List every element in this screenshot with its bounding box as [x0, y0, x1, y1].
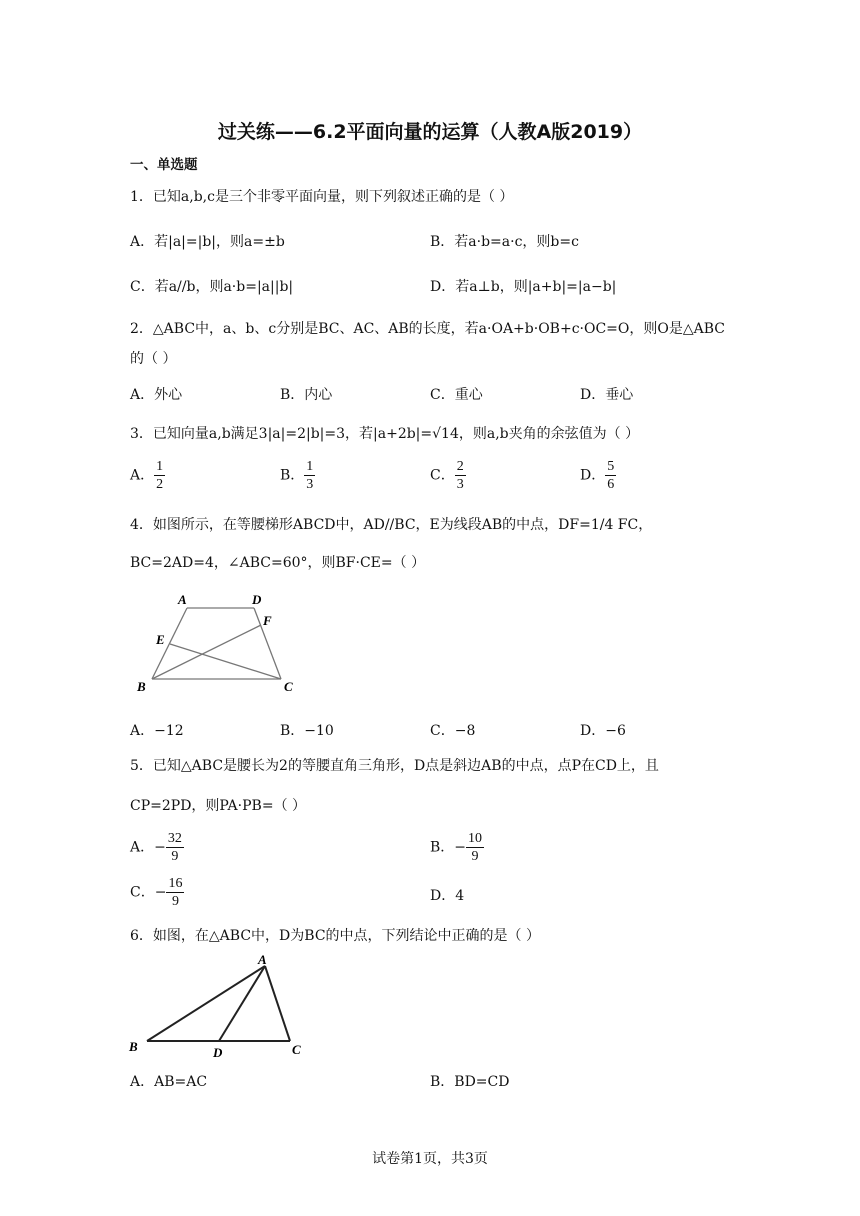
- q1-option-b: B．若a·b=a·c，则b=c: [430, 234, 579, 250]
- label-f: F: [263, 613, 272, 628]
- page-footer: 试卷第1页，共3页: [372, 1151, 488, 1167]
- q4-option-d: D．−6: [580, 723, 626, 739]
- fraction: $\frac{5}{6}$: [607, 459, 615, 492]
- question-4-stem-cont: [130, 552, 425, 572]
- q3-option-d: D． $\frac{5}{6}$: [580, 459, 615, 492]
- trapezoid-figure: [130, 590, 310, 700]
- q3-option-c: C． $\frac{2}{3}$: [430, 459, 464, 492]
- triangle-figure: [125, 950, 315, 1060]
- q1-option-c: C．若a//b，则a·b=|a||b|: [130, 279, 294, 295]
- q4-option-b: B．−10: [280, 723, 334, 739]
- q4-option-a: A．−12: [130, 723, 184, 739]
- answer-paren: （ ）: [480, 189, 514, 205]
- fraction: $\frac{2}{3}$: [456, 459, 464, 492]
- question-6-stem: [130, 925, 540, 945]
- q4-option-c: C．−8: [430, 723, 476, 739]
- q3-option-b: B． $\frac{1}{3}$: [280, 459, 314, 492]
- q5-option-b: B．− $\frac{10}{9}$: [430, 831, 483, 864]
- q2-option-b: B．内心: [280, 387, 333, 403]
- answer-paren: （ ）: [606, 426, 640, 442]
- label-a: A: [178, 592, 187, 607]
- answer-paren: （ ）: [507, 928, 540, 944]
- q2-option-c: C．重心: [430, 387, 483, 403]
- page-title: 过关练——6.2平面向量的运算（人教A版2019）: [217, 121, 643, 143]
- answer-paren: （ ）: [392, 555, 426, 571]
- question-5-text-cont: CP=2PD，则PA·PB=: [130, 798, 274, 814]
- section-heading: 一、单选题: [130, 157, 198, 173]
- q3-option-a: A． $\frac{1}{2}$: [130, 459, 164, 492]
- answer-paren: （ ）: [273, 798, 307, 814]
- label-c: C: [284, 679, 293, 694]
- label-b: B: [129, 1039, 138, 1054]
- question-2-stem: 2．△ABC中，a、b、c分别是BC、AC、AB的长度，若a·OA+b·OB+c·OC=O，则O是△ABC: [130, 321, 725, 337]
- question-1-stem: [130, 186, 513, 206]
- question-5-stem-cont: [130, 795, 306, 815]
- question-2-text-cont: 的: [130, 351, 144, 367]
- answer-paren: （ ）: [144, 351, 177, 367]
- label-b: B: [137, 679, 146, 694]
- label-e: E: [156, 632, 165, 647]
- fraction: $\frac{1}{3}$: [306, 459, 314, 492]
- label-c: C: [292, 1042, 301, 1057]
- label-d: D: [213, 1045, 223, 1060]
- fraction: $\frac{1}{2}$: [156, 459, 164, 492]
- question-2-stem-cont: [130, 348, 176, 368]
- q6-option-a: A．AB=AC: [130, 1074, 208, 1090]
- question-3-stem: [130, 423, 639, 443]
- label-a: A: [258, 952, 267, 967]
- q1-option-d: D．若a⊥b，则|a+b|=|a−b|: [430, 279, 617, 295]
- q5-option-a: A．− $\frac{32}{9}$: [130, 831, 182, 864]
- q5-option-d: D．4: [430, 888, 465, 904]
- question-1-text: 1．已知a,b,c是三个非零平面向量，则下列叙述正确的是: [130, 189, 481, 205]
- question-3-text: 3．已知向量a,b满足3|a|=2|b|=3，若|a+2b|=√14，则a,b夹角的余弦值为: [130, 426, 607, 442]
- q6-option-b: B．BD=CD: [430, 1074, 510, 1090]
- q1-option-a: A．若|a|=|b|，则a=±b: [130, 234, 285, 250]
- q2-option-a: A．外心: [130, 387, 183, 403]
- question-6-text: 6．如图，在△ABC中，D为BC的中点，下列结论中正确的是: [130, 928, 508, 944]
- q2-option-d: D．垂心: [580, 387, 634, 403]
- question-4-text-cont: BC=2AD=4，∠ABC=60°，则BF·CE=: [130, 555, 393, 571]
- question-4-stem: 4．如图所示，在等腰梯形ABCD中，AD//BC，E为线段AB的中点，DF=1/4 FC，: [130, 517, 653, 533]
- q5-option-c: C．− $\frac{16}{9}$: [130, 876, 183, 909]
- label-d: D: [252, 592, 262, 607]
- fraction: $\frac{32}{9}$: [167, 831, 182, 864]
- fraction: $\frac{16}{9}$: [168, 876, 183, 909]
- fraction: $\frac{10}{9}$: [468, 831, 483, 864]
- question-5-stem: 5．已知△ABC是腰长为2的等腰直角三角形，D点是斜边AB的中点，点P在CD上，且: [130, 758, 659, 774]
